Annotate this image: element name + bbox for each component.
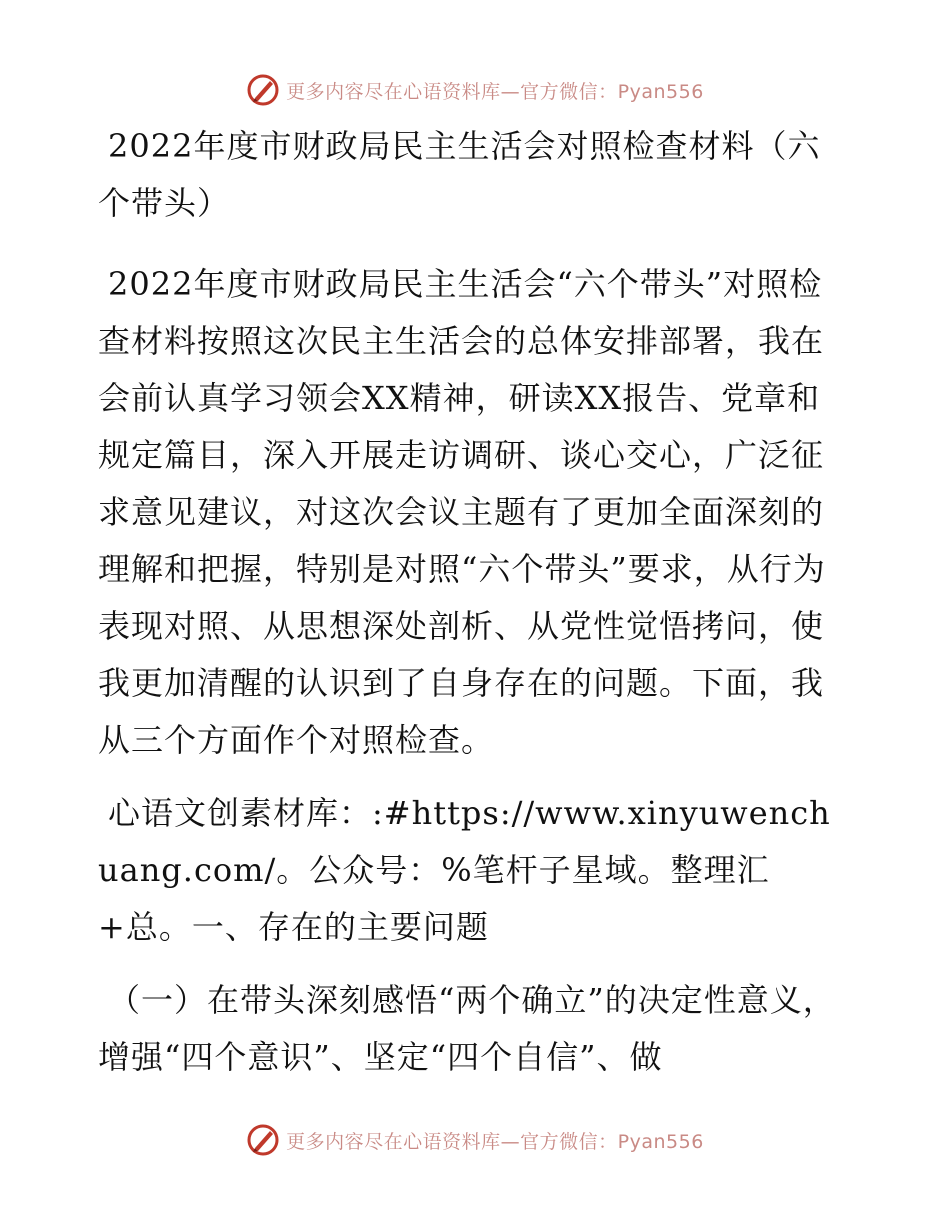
document-body [98,118,850,1086]
document-title: 2022年度市财政局民主生活会对照检查材料（六个带头） [98,127,821,222]
pen-logo-icon [246,73,280,107]
source-paragraph: 心语文创素材库：:#https://www.xinyuwenchuang.com/。公众号：%笔杆子星域。整理汇+总。一、存在的主要问题 [98,794,831,946]
watermark-text: 更多内容尽在心语资料库—官方微信：Pyan556 [286,80,704,103]
pen-logo-icon [246,1123,280,1157]
header-watermark-banner [0,70,950,110]
footer-watermark-banner [0,1120,950,1160]
section-paragraph: （一）在带头深刻感悟“两个确立”的决定性意义，增强“四个意识”、坚定“四个自信”、做 [98,981,836,1076]
intro-paragraph: 2022年度市财政局民主生活会“六个带头”对照检查材料按照这次民主生活会的总体安排部署，我在会前认真学习领会XX精神，研读XX报告、党章和规定篇目，深入开展走访调研、谈心交心，广泛征求意见建议，对这次会议主题有了更加全面深刻的理解和把握，特别是对照“六个带头”要求，从行为表现对照、从思想深处剖析、从党性觉悟拷问，使我更加清醒的认识到了自身存在的问题。下面，我从三个方面作个对照检查。 [98,265,826,759]
watermark-text: 更多内容尽在心语资料库—官方微信：Pyan556 [286,1130,704,1153]
